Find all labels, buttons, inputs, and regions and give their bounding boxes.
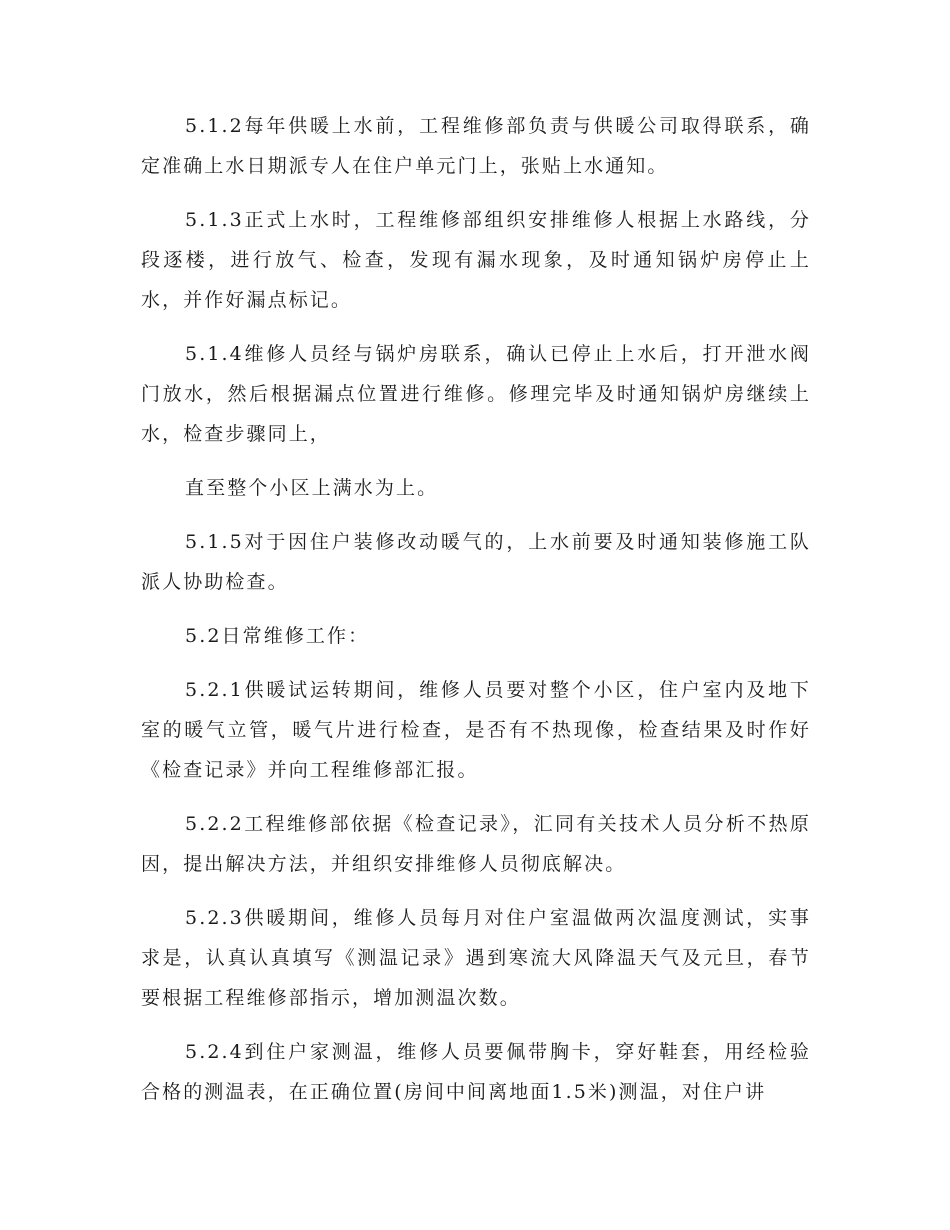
paragraph-5-2-3: 5.2.3供暖期间，维修人员每月对住户室温做两次温度测试，实事求是，认真认真填写《测温记录》遇到寒流大风降温天气及元旦，春节要根据工程维修部指示，增加测温次数。 — [141, 907, 811, 1009]
paragraph-5-1-5: 5.1.5对于因住户装修改动暖气的，上水前要及时通知装修施工队派人协助检查。 — [141, 531, 811, 593]
paragraph-5-2-1: 5.2.1供暖试运转期间，维修人员要对整个小区，住户室内及地下室的暖气立管，暖气片进行检查，是否有不热现像，检查结果及时作好《检查记录》并向工程维修部汇报。 — [141, 679, 811, 781]
paragraph-5-2-2: 5.2.2工程维修部依据《检查记录》，汇同有关技术人员分析不热原因，提出解决方法，并组织安排维修人员彻底解决。 — [141, 813, 811, 875]
paragraph-5-1-2: 5.1.2每年供暖上水前，工程维修部负责与供暖公司取得联系，确定准确上水日期派专人在住户单元门上，张贴上水通知。 — [141, 115, 811, 177]
paragraph-5-1-4: 5.1.4维修人员经与锅炉房联系，确认已停止上水后，打开泄水阀门放水，然后根据漏点位置进行维修。修理完毕及时通知锅炉房继续上水，检查步骤同上， — [141, 343, 811, 445]
section-heading-5-2: 5.2日常维修工作： — [185, 625, 370, 647]
paragraph-continuation: 直至整个小区上满水为上。 — [185, 477, 439, 499]
paragraph-5-2-4: 5.2.4到住户家测温，维修人员要佩带胸卡，穿好鞋套，用经检验合格的测温表，在正确位置(房间中间离地面1.5米)测温，对住户讲 — [141, 1041, 811, 1103]
paragraph-5-1-3: 5.1.3正式上水时，工程维修部组织安排维修人根据上水路线，分段逐楼，进行放气、检查，发现有漏水现象，及时通知锅炉房停止上水，并作好漏点标记。 — [141, 209, 811, 311]
document-body — [141, 106, 811, 1126]
